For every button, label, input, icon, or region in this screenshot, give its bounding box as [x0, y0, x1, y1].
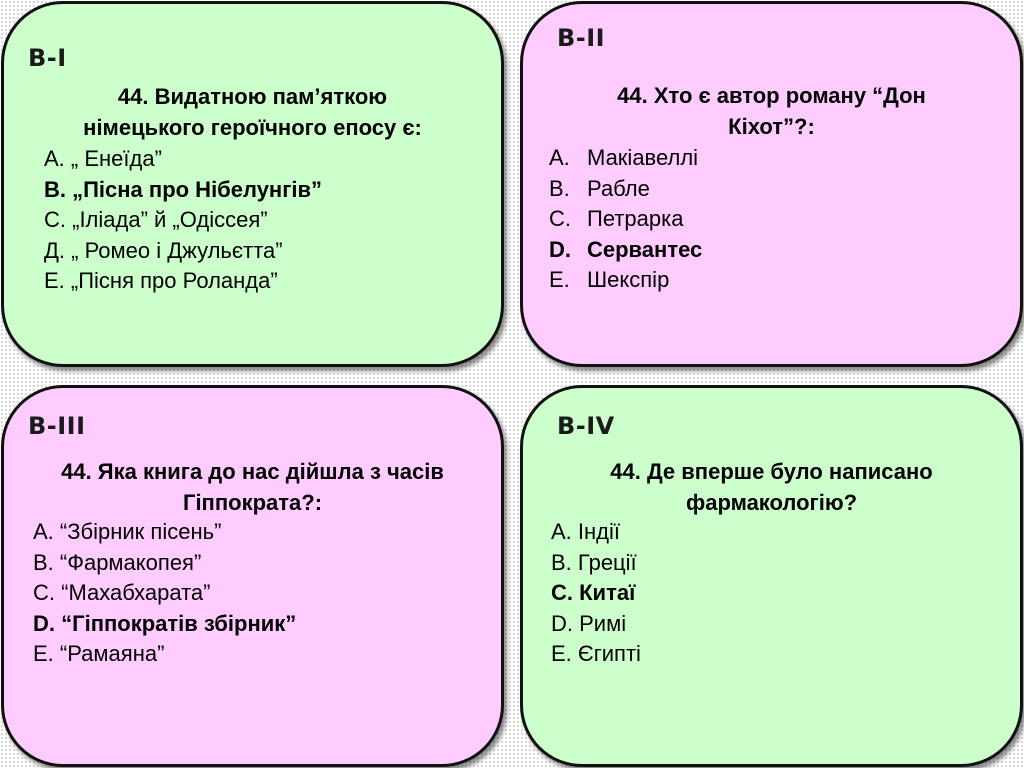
option-text: “Фармакопея”: [53, 549, 202, 575]
option-text: Китаї: [573, 580, 636, 605]
option-c[interactable]: [44, 205, 322, 236]
option-e[interactable]: [33, 639, 296, 670]
option-letter: С.: [33, 580, 55, 605]
option-a[interactable]: [549, 143, 702, 174]
variant-label: В-ІІІ: [28, 412, 86, 440]
option-letter: D.: [33, 610, 55, 636]
option-letter: D.: [549, 236, 571, 262]
variant-card-2: [520, 1, 1023, 367]
option-letter: B.: [549, 175, 570, 201]
option-letter: А.: [44, 146, 65, 171]
option-text: Сервантес: [587, 236, 703, 262]
answer-list: [44, 144, 322, 297]
question-line-2: німецького героїчного епосу є:: [83, 115, 422, 140]
option-letter: Е.: [44, 268, 65, 293]
option-d-correct[interactable]: [33, 609, 296, 640]
option-letter: В.: [551, 549, 572, 575]
option-text: Індії: [571, 519, 621, 544]
question-text: [523, 80, 1020, 142]
option-text: “Махабхарата”: [55, 580, 211, 605]
option-text: Рабле: [587, 175, 650, 201]
option-c-correct[interactable]: [551, 578, 641, 609]
question-text: [523, 456, 1020, 518]
option-a[interactable]: [33, 517, 296, 548]
option-b[interactable]: [33, 548, 296, 579]
question-line-2: Гіппократа?:: [182, 490, 323, 515]
option-letter: В.: [44, 176, 66, 202]
option-text: “Рамаяна”: [53, 641, 165, 666]
question-text: [4, 456, 501, 518]
option-text: Єгипті: [571, 641, 641, 666]
option-text: „Пісня про Роланда”: [64, 268, 278, 293]
question-text: [4, 81, 501, 143]
option-letter: С.: [551, 580, 573, 605]
option-e[interactable]: [549, 265, 702, 296]
option-text: “Збірник пісень”: [53, 519, 222, 544]
option-b-correct[interactable]: [44, 175, 322, 206]
option-text: “Гіппократів збірник”: [55, 610, 297, 636]
question-line-2: фармакологію?: [685, 490, 858, 515]
option-c[interactable]: [33, 578, 296, 609]
option-letter: A.: [549, 145, 570, 170]
option-a[interactable]: [44, 144, 322, 175]
option-text: „Іліада” й „Одіссея”: [66, 207, 268, 232]
option-b[interactable]: [551, 548, 641, 579]
question-line-2: Кіхот”?:: [728, 114, 815, 139]
option-text: „ Енеїда”: [64, 146, 162, 171]
option-d[interactable]: [44, 236, 322, 267]
option-text: „Пісна про Нібелунгів”: [66, 176, 323, 202]
option-letter: Е.: [33, 641, 54, 666]
variant-card-1: [1, 1, 504, 367]
option-letter: А.: [551, 519, 572, 544]
option-letter: D.: [551, 610, 573, 636]
question-line-1: 44. Хто є автор роману “Дон: [617, 83, 926, 108]
option-e[interactable]: [551, 639, 641, 670]
answer-list: [551, 517, 641, 670]
option-text: Макіавеллі: [587, 145, 699, 170]
answer-list: [549, 143, 702, 296]
option-letter: E.: [549, 267, 570, 292]
variant-label: В-ІІ: [557, 24, 606, 52]
option-text: Шекспір: [587, 267, 670, 292]
option-d[interactable]: [551, 609, 641, 640]
option-letter: Д.: [44, 237, 66, 263]
option-letter: С.: [44, 207, 66, 232]
answer-list: [33, 517, 296, 670]
option-letter: C.: [549, 206, 571, 231]
option-a[interactable]: [551, 517, 641, 548]
option-text: Греції: [571, 549, 637, 575]
option-text: „ Ромео і Джульєтта”: [65, 237, 283, 263]
variant-card-3: [1, 385, 504, 767]
option-b[interactable]: [549, 174, 702, 205]
option-letter: В.: [33, 549, 54, 575]
option-text: Римі: [573, 610, 627, 636]
option-e[interactable]: [44, 266, 322, 297]
variant-label: В-ІV: [557, 412, 615, 440]
option-letter: Е.: [551, 641, 572, 666]
option-letter: А.: [33, 519, 54, 544]
variant-label: В-І: [28, 44, 67, 72]
option-c[interactable]: [549, 204, 702, 235]
variant-card-4: [520, 385, 1023, 767]
option-d-correct[interactable]: [549, 235, 702, 266]
option-text: Петрарка: [587, 206, 684, 231]
question-line-1: 44. Де вперше було написано: [610, 459, 933, 484]
question-line-1: 44. Яка книга до нас дійшла з часів: [61, 459, 444, 484]
question-line-1: 44. Видатною пам’яткою: [117, 84, 388, 109]
